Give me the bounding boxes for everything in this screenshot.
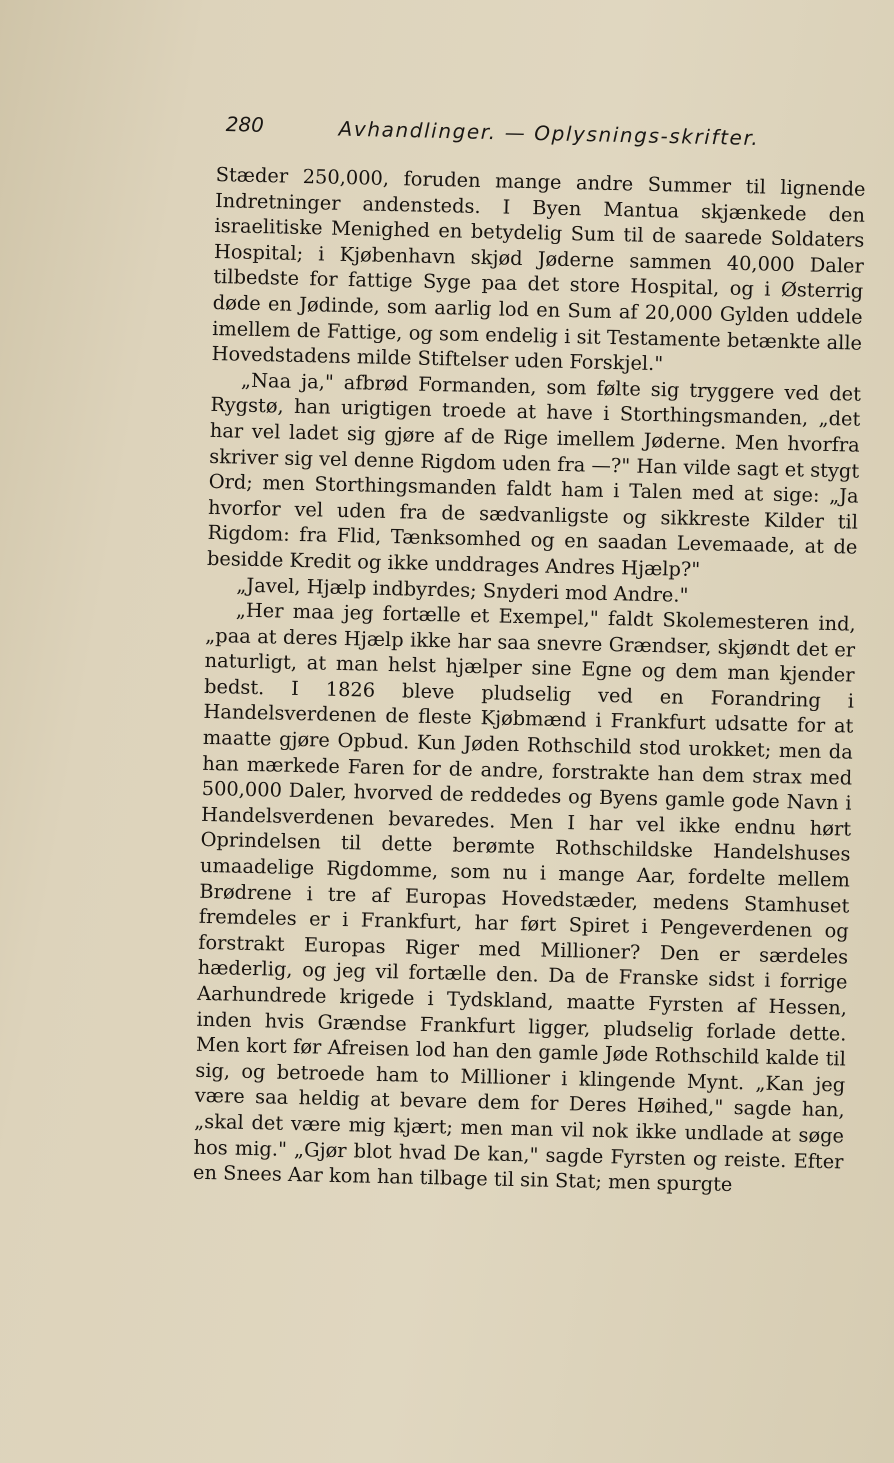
- paragraph: „Javel, Hjælp indbyrdes; Snyderi mod Andre.": [236, 573, 689, 607]
- body-text: [193, 162, 866, 1200]
- paragraph: „Her maa jeg fortælle et Exempel," faldt Skolemesteren ind, „paa at deres Hjælp ikke har saa snevre Grændser, skjøndt det er naturligt, at man helst hjælper sine Egne og dem man kjender bedst. I 1826 bleve pludselig ved en Forandring i Handelsverdenen de fleste Kjøbmænd i Frankfurt udsatte for at maatte gjøre Opbud. Kun Jøden Rothschild stod urokket; men da han mærkede Faren for de andre, forstrakte han dem strax med 500,000 Daler, hvorved de reddedes og Byens gamle gode Navn i Handelsverdenen bevaredes. Men I har vel ikke endnu hørt Oprindelsen til dette berømte Rothschildske Handelshuses umaadelige Rigdomme, som nu i mange Aar, fordelte mellem Brødrene i tre af Europas Hovedstæder, medens Stamhuset fremdeles er i Frankfurt, har ført Spiret i Pengeverdenen og forstrakt Europas Riger med Millioner? Den er særdeles hæderlig, og jeg vil fortælle den. Da de Franske sidst i forrige Aarhundrede krigede i Tydskland, maatte Fyrsten af Hessen, inden hvis Grændse Frankfurt ligger, pludselig forlade dette. Men kort før Afreisen lod han den gamle Jøde Rothschild kalde til sig, og betroede ham to Millioner i klingende Mynt. „Kan jeg være saa heldig at bevare dem for Deres Høihed," sagde han, „skal det være mig kjært; men man vil nok ikke undlade at søge hos mig." „Gjør blot hvad De kan," sagde Fyrsten og reiste. Efter en Snees Aar kom han tilbage til sin Stat; men spurgte: [192, 598, 856, 1197]
- running-title: Avhandlinger. — Oplysnings-skrifter.: [338, 116, 760, 151]
- page-number: 280: [225, 112, 265, 137]
- paragraph: Stæder 250,000, foruden mange andre Summer til lignende Indretninger andensteds. I Byen Mantua skjænkede den israelitiske Menighed en betydelig Sum til de saarede Soldaters Hospital; i Kjøbenhavn skjød Jøderne sammen 40,000 Daler tilbedste for fattige Syge paa det store Hospital, og i Østerrig døde en Jødinde, som aarlig lod en Sum af 20,000 Gylden uddele imellem de Fattige, og som endelig i sit Testamente betænkte alle Hovedstadens milde Stiftelser uden Forskjel.": [211, 162, 866, 376]
- paragraph: „Naa ja," afbrød Formanden, som følte sig tryggere ved det Rygstø, han urigtigen troede at have i Storthingsmanden, „det har vel ladet sig gjøre af de Rige imellem Jøderne. Men hvorfra skriver sig vel denne Rigdom uden fra —?" Han vilde sagt et stygt Ord; men Storthingsmanden faldt ham i Talen med at sige: „Ja hvorfor vel uden fra de sædvanligste og sikkreste Kilder til Rigdom: fra Flid, Tænksomhed og en saadan Levemaade, at de besidde Kredit og ikke unddrages Andres Hjælp?": [206, 368, 862, 581]
- page-header: [225, 112, 866, 163]
